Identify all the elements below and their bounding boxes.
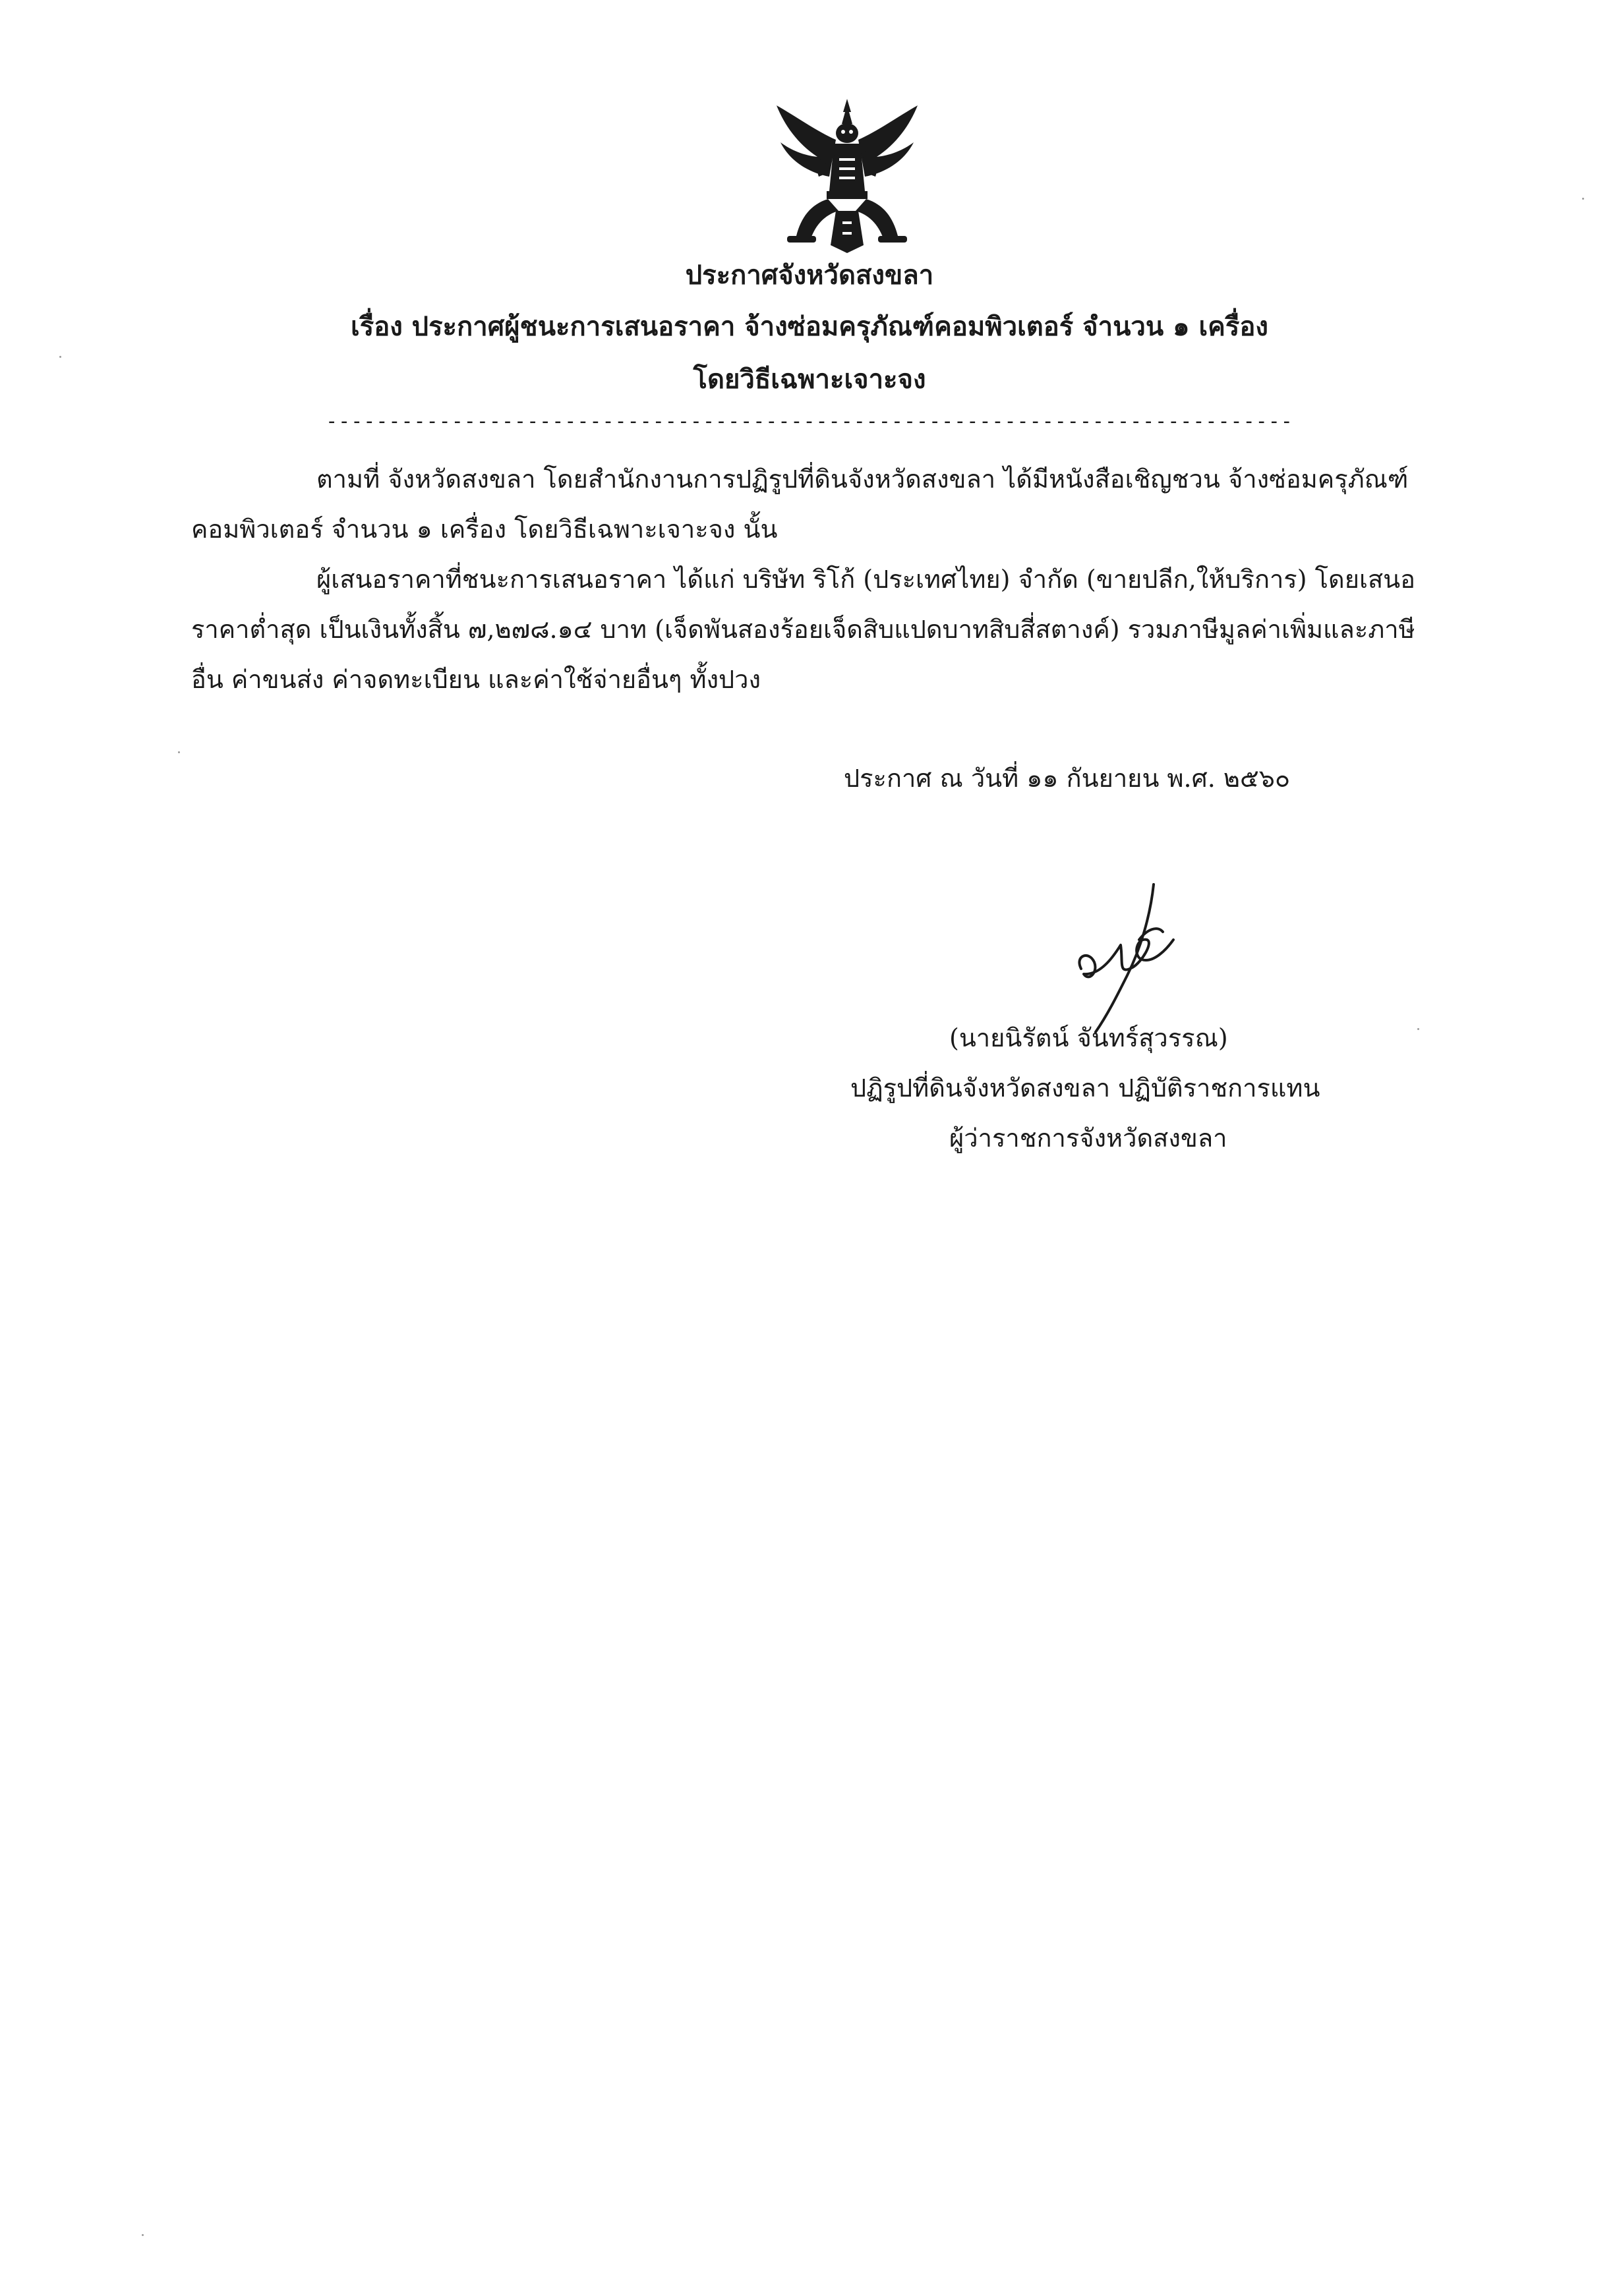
garuda-emblem-icon — [765, 92, 929, 257]
header-divider: ----------------------------------------------------------------------------- — [326, 410, 1293, 433]
document-title: ประกาศจังหวัดสงขลา — [685, 260, 934, 291]
signatory-name: (นายนิรัตน์ จันทร์สุวรรณ) — [949, 1023, 1228, 1052]
document-method: โดยวิธีเฉพาะเจาะจง — [693, 364, 926, 395]
signatory-position: ปฏิรูปที่ดินจังหวัดสงขลา ปฏิบัติราชการแทน — [850, 1074, 1320, 1103]
scan-speck — [1417, 1028, 1419, 1030]
announcement-date: ประกาศ ณ วันที่ ๑๑ กันยายน พ.ศ. ๒๕๖๐ — [844, 764, 1291, 793]
body-line: คอมพิวเตอร์ จำนวน ๑ เครื่อง โดยวิธีเฉพาะเจาะจง นั้น — [191, 515, 778, 544]
body-line: อื่น ค่าขนส่ง ค่าจดทะเบียน และค่าใช้จ่ายอื่นๆ ทั้งปวง — [191, 665, 761, 694]
body-line: ตามที่ จังหวัดสงขลา โดยสำนักงานการปฏิรูปที่ดินจังหวัดสงขลา ได้มีหนังสือเชิญชวน จ้างซ่อมครุภัณฑ์ — [316, 465, 1409, 494]
scan-speck — [142, 2234, 144, 2236]
body-line: ราคาต่ำสุด เป็นเงินทั้งสิ้น ๗,๒๗๘.๑๔ บาท (เจ็ดพันสองร้อยเจ็ดสิบแปดบาทสิบสี่สตางค์) รวมภาษีมูลค่าเพิ่มและภาษี — [191, 615, 1415, 644]
signatory-position-on-behalf: ผู้ว่าราชการจังหวัดสงขลา — [949, 1124, 1227, 1153]
body-line: ผู้เสนอราคาที่ชนะการเสนอราคา ได้แก่ บริษัท ริโก้ (ประเทศไทย) จำกัด (ขายปลีก,ให้บริการ) โดยเสนอ — [316, 565, 1415, 594]
document-subject: เรื่อง ประกาศผู้ชนะการเสนอราคา จ้างซ่อมครุภัณฑ์คอมพิวเตอร์ จำนวน ๑ เครื่อง — [351, 311, 1268, 342]
scan-speck — [59, 356, 61, 358]
scan-speck — [178, 751, 180, 753]
scan-speck — [1582, 198, 1584, 200]
handwritten-signature-icon — [1055, 876, 1187, 1035]
